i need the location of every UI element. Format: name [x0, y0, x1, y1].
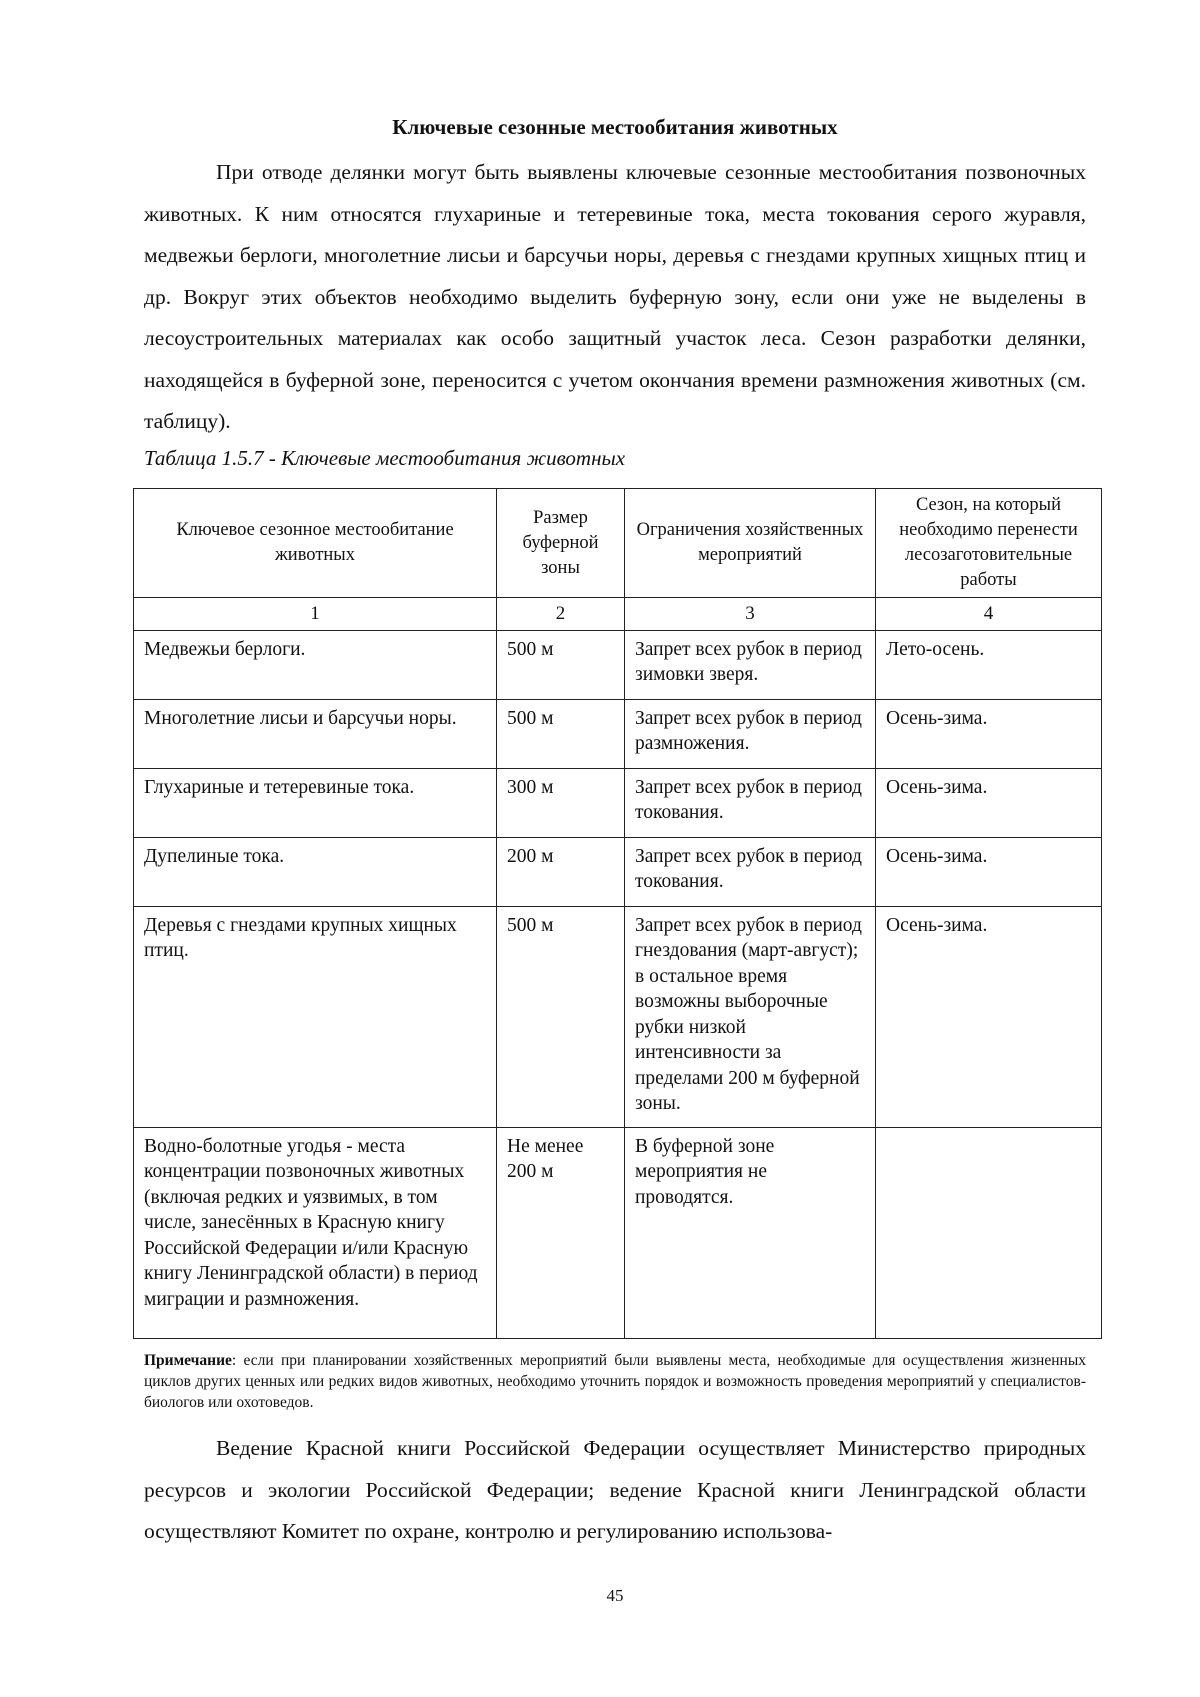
habitat-cell: Медвежьи берлоги.	[134, 630, 497, 699]
column-number-row	[134, 598, 1102, 631]
table-header-row	[134, 489, 1102, 598]
season-cell: Лето-осень.	[876, 630, 1102, 699]
note-text: : если при планировании хозяйственных мероприятий были выявлены места, необходимые для осуществления жизненных циклов других ценных или редких видов животных, необходимо уточнить порядок и возможность проведения мероприятий у специалистов-биологов или охотоведов.	[144, 1352, 1086, 1411]
column-number: 1	[134, 598, 497, 631]
table-row	[134, 1127, 1102, 1338]
page-number: 45	[606, 1586, 624, 1605]
note-label: Примечание	[144, 1352, 232, 1369]
habitat-cell: Дупелиные тока.	[134, 837, 497, 906]
column-number: 4	[876, 598, 1102, 631]
season-cell: Осень-зима.	[876, 837, 1102, 906]
header-cell: Ключевое сезонное местообитание животных	[134, 489, 497, 598]
table-row	[134, 906, 1102, 1127]
buffer-cell: 500 м	[497, 630, 625, 699]
restriction-cell: В буферной зоне мероприятия не проводятся.	[625, 1127, 876, 1338]
table-row	[134, 630, 1102, 699]
intro-paragraph: При отводе делянки могут быть выявлены ключевые сезонные местообитания позвоночных животных. К ним относятся глухариные и тетеревиные тока, места токования серого журавля, медвежьи берлоги, многолетние лисьи и барсучьи норы, деревья с гнездами крупных хищных птиц и др. Вокруг этих объектов необходимо выделить буферную зону, если они уже не выделены в лесоустроительных материалах как особо защитный участок леса. Сезон разработки делянки, находящейся в буферной зоне, переносится с учетом окончания времени размножения животных (см. таблицу).	[144, 160, 1086, 433]
buffer-cell: 500 м	[497, 906, 625, 1127]
column-number: 2	[497, 598, 625, 631]
restriction-cell: Запрет всех рубок в период гнездования (март-август); в остальное время возможны выборочные рубки низкой интенсивности за пределами 200 м буферной зоны.	[625, 906, 876, 1127]
section-heading: Ключевые сезонные местообитания животных	[392, 115, 838, 139]
season-cell	[876, 1127, 1102, 1338]
document-page	[144, 0, 1086, 1697]
column-number: 3	[625, 598, 876, 631]
habitat-cell: Водно-болотные угодья - места концентрации позвоночных животных (включая редких и уязвимых, в том числе, занесённых в Красную книгу Российской Федерации и/или Красную книгу Ленинградской области) в период миграции и размножения.	[134, 1127, 497, 1338]
restriction-cell: Запрет всех рубок в период токования.	[625, 768, 876, 837]
season-cell: Осень-зима.	[876, 699, 1102, 768]
habitat-cell: Многолетние лисьи и барсучьи норы.	[134, 699, 497, 768]
header-cell: Ограничения хозяйственных мероприятий	[625, 489, 876, 598]
habitats-table	[133, 488, 1102, 1339]
buffer-cell: 500 м	[497, 699, 625, 768]
table-note	[144, 1350, 1086, 1413]
table-caption: Таблица 1.5.7 - Ключевые местообитания животных	[144, 446, 626, 470]
table-row	[134, 837, 1102, 906]
closing-paragraph: Ведение Красной книги Российской Федерации осуществляет Министерство природных ресурсов и экологии Российской Федерации; ведение Красной книги Ленинградской области осуществляют Комитет по охране, контролю и регулированию использова-	[144, 1436, 1086, 1543]
header-cell: Размер буферной зоны	[497, 489, 625, 598]
table-row	[134, 699, 1102, 768]
season-cell: Осень-зима.	[876, 768, 1102, 837]
buffer-cell: 200 м	[497, 837, 625, 906]
restriction-cell: Запрет всех рубок в период зимовки зверя.	[625, 630, 876, 699]
buffer-cell: 300 м	[497, 768, 625, 837]
habitat-cell: Деревья с гнездами крупных хищных птиц.	[134, 906, 497, 1127]
habitat-cell: Глухариные и тетеревиные тока.	[134, 768, 497, 837]
restriction-cell: Запрет всех рубок в период размножения.	[625, 699, 876, 768]
restriction-cell: Запрет всех рубок в период токования.	[625, 837, 876, 906]
header-cell: Сезон, на который необходимо перенести лесозаготовительные работы	[876, 489, 1102, 598]
buffer-cell: Не менее 200 м	[497, 1127, 625, 1338]
table-row	[134, 768, 1102, 837]
season-cell: Осень-зима.	[876, 906, 1102, 1127]
